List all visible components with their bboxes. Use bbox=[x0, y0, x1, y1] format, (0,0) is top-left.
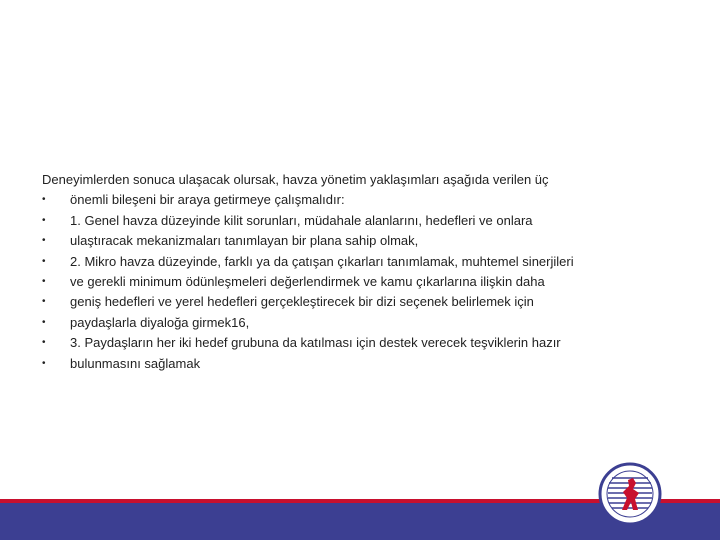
bullet-dot: • bbox=[42, 235, 46, 247]
list-item bbox=[42, 313, 642, 333]
bullet-text: ulaştıracak mekanizmaları tanımlayan bir plana sahip olmak, bbox=[70, 233, 419, 249]
bullet-dot: • bbox=[42, 214, 46, 226]
bullet-dot: • bbox=[42, 337, 46, 349]
list-item bbox=[42, 292, 642, 312]
bullet-text: bulunmasını sağlamak bbox=[70, 355, 201, 371]
list-item bbox=[42, 190, 642, 210]
university-logo bbox=[598, 462, 662, 526]
slide-content bbox=[42, 170, 642, 374]
bullet-text: önemli bileşeni bir araya getirmeye çalışmalıdır: bbox=[70, 192, 345, 208]
bullet-dot: • bbox=[42, 276, 46, 288]
list-item bbox=[42, 252, 642, 272]
list-item bbox=[42, 272, 642, 292]
bullet-dot: • bbox=[42, 255, 46, 267]
bullet-dot: • bbox=[42, 357, 46, 369]
bullet-dot: • bbox=[42, 194, 46, 206]
bullet-text: geniş hedefleri ve yerel hedefleri gerçekleştirecek bir dizi seçenek belirlemek için bbox=[70, 294, 534, 310]
bullet-text: 3. Paydaşların her iki hedef grubuna da katılması için destek verecek teşviklerin hazır bbox=[70, 335, 561, 351]
bullet-list bbox=[42, 190, 642, 374]
list-item bbox=[42, 231, 642, 251]
bullet-text: 1. Genel havza düzeyinde kilit sorunları, müdahale alanlarını, hedefleri ve onlara bbox=[70, 212, 533, 228]
list-item bbox=[42, 354, 642, 374]
bullet-text: ve gerekli minimum ödünleşmeleri değerlendirmek ve kamu çıkarlarına ilişkin daha bbox=[70, 274, 545, 290]
bullet-dot: • bbox=[42, 296, 46, 308]
bullet-text: 2. Mikro havza düzeyinde, farklı ya da çatışan çıkarları tanımlamak, muhtemel sinerjileri bbox=[70, 253, 574, 269]
bullet-text: paydaşlarla diyaloğa girmek16, bbox=[70, 314, 250, 330]
bullet-dot: • bbox=[42, 316, 46, 328]
list-item bbox=[42, 211, 642, 231]
list-item bbox=[42, 333, 642, 353]
intro-text: Deneyimlerden sonuca ulaşacak olursak, havza yönetim yaklaşımları aşağıda verilen üç bbox=[42, 172, 549, 187]
